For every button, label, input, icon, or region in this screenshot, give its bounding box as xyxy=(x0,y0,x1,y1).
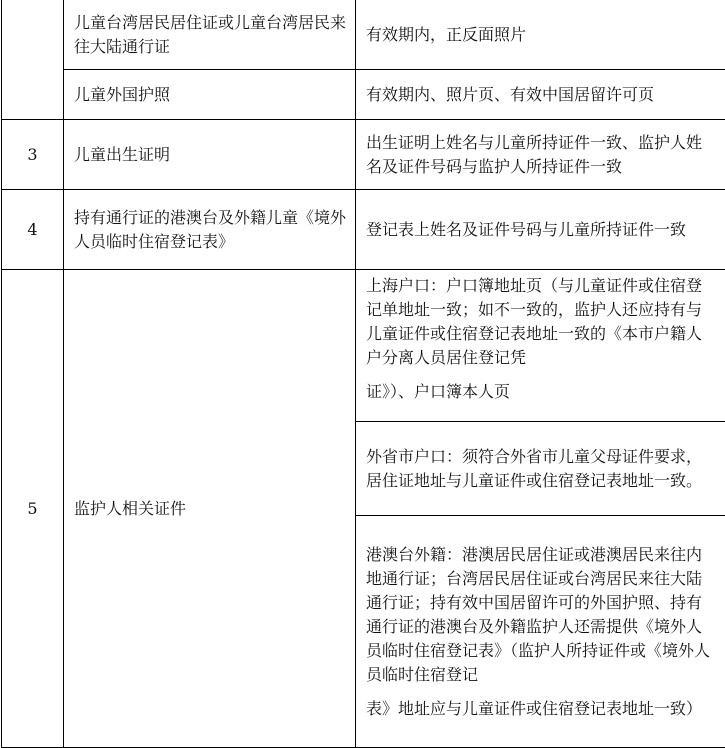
row-number: 5 xyxy=(2,270,64,748)
requirement-cell-foreign xyxy=(356,516,725,748)
requirement-cell: 有效期内，正反面照片 xyxy=(356,0,725,70)
row-number-cell xyxy=(2,0,64,120)
row-number: 4 xyxy=(2,190,64,270)
row-number: 3 xyxy=(2,120,64,190)
requirement-text: 证》）、户口簿本人页 xyxy=(366,382,510,401)
requirement-text: 上海户口：户口簿地址页（与儿童证件或住宿登记单地址一致；如不一致的，监护人还应持有与儿童证件或住宿登记表地址一致的《本市户籍人户分离人员居住登记凭 xyxy=(366,276,702,367)
item-cell: 儿童出生证明 xyxy=(64,120,356,190)
requirement-text: 港澳台外籍：港澳居民居住证或港澳居民来往内地通行证；台湾居民居住证或台湾居民来往大陆通行证；持有效中国居留许可的外国护照、持有通行证的港澳台及外籍监护人还需提供《境外人员临时住宿登记表》（监护人所持证件或《境外人员临时住宿登记 xyxy=(366,545,710,684)
item-cell: 儿童台湾居民居住证或儿童台湾居民来往大陆通行证 xyxy=(64,0,356,70)
requirement-cell: 登记表上姓名及证件号码与儿童所持证件一致 xyxy=(356,190,725,270)
item-cell: 监护人相关证件 xyxy=(64,270,356,748)
requirements-table xyxy=(1,0,725,748)
table-row xyxy=(2,120,725,190)
table-row xyxy=(2,190,725,270)
table-row xyxy=(2,0,725,70)
requirement-cell: 有效期内、照片页、有效中国居留许可页 xyxy=(356,70,725,120)
requirement-cell-other-province: 外省市户口：须符合外省市儿童父母证件要求，居住证地址与儿童证件或住宿登记表地址一致。 xyxy=(356,422,725,516)
item-cell: 持有通行证的港澳台及外籍儿童《境外人员临时住宿登记表》 xyxy=(64,190,356,270)
requirement-text: 表》地址应与儿童证件或住宿登记表地址一致） xyxy=(366,699,702,718)
requirement-cell: 出生证明上姓名与儿童所持证件一致、监护人姓名及证件号码与监护人所持证件一致 xyxy=(356,120,725,190)
item-cell: 儿童外国护照 xyxy=(64,70,356,120)
requirement-cell-shanghai xyxy=(356,270,725,422)
table-row xyxy=(2,70,725,120)
table-row xyxy=(2,270,725,422)
